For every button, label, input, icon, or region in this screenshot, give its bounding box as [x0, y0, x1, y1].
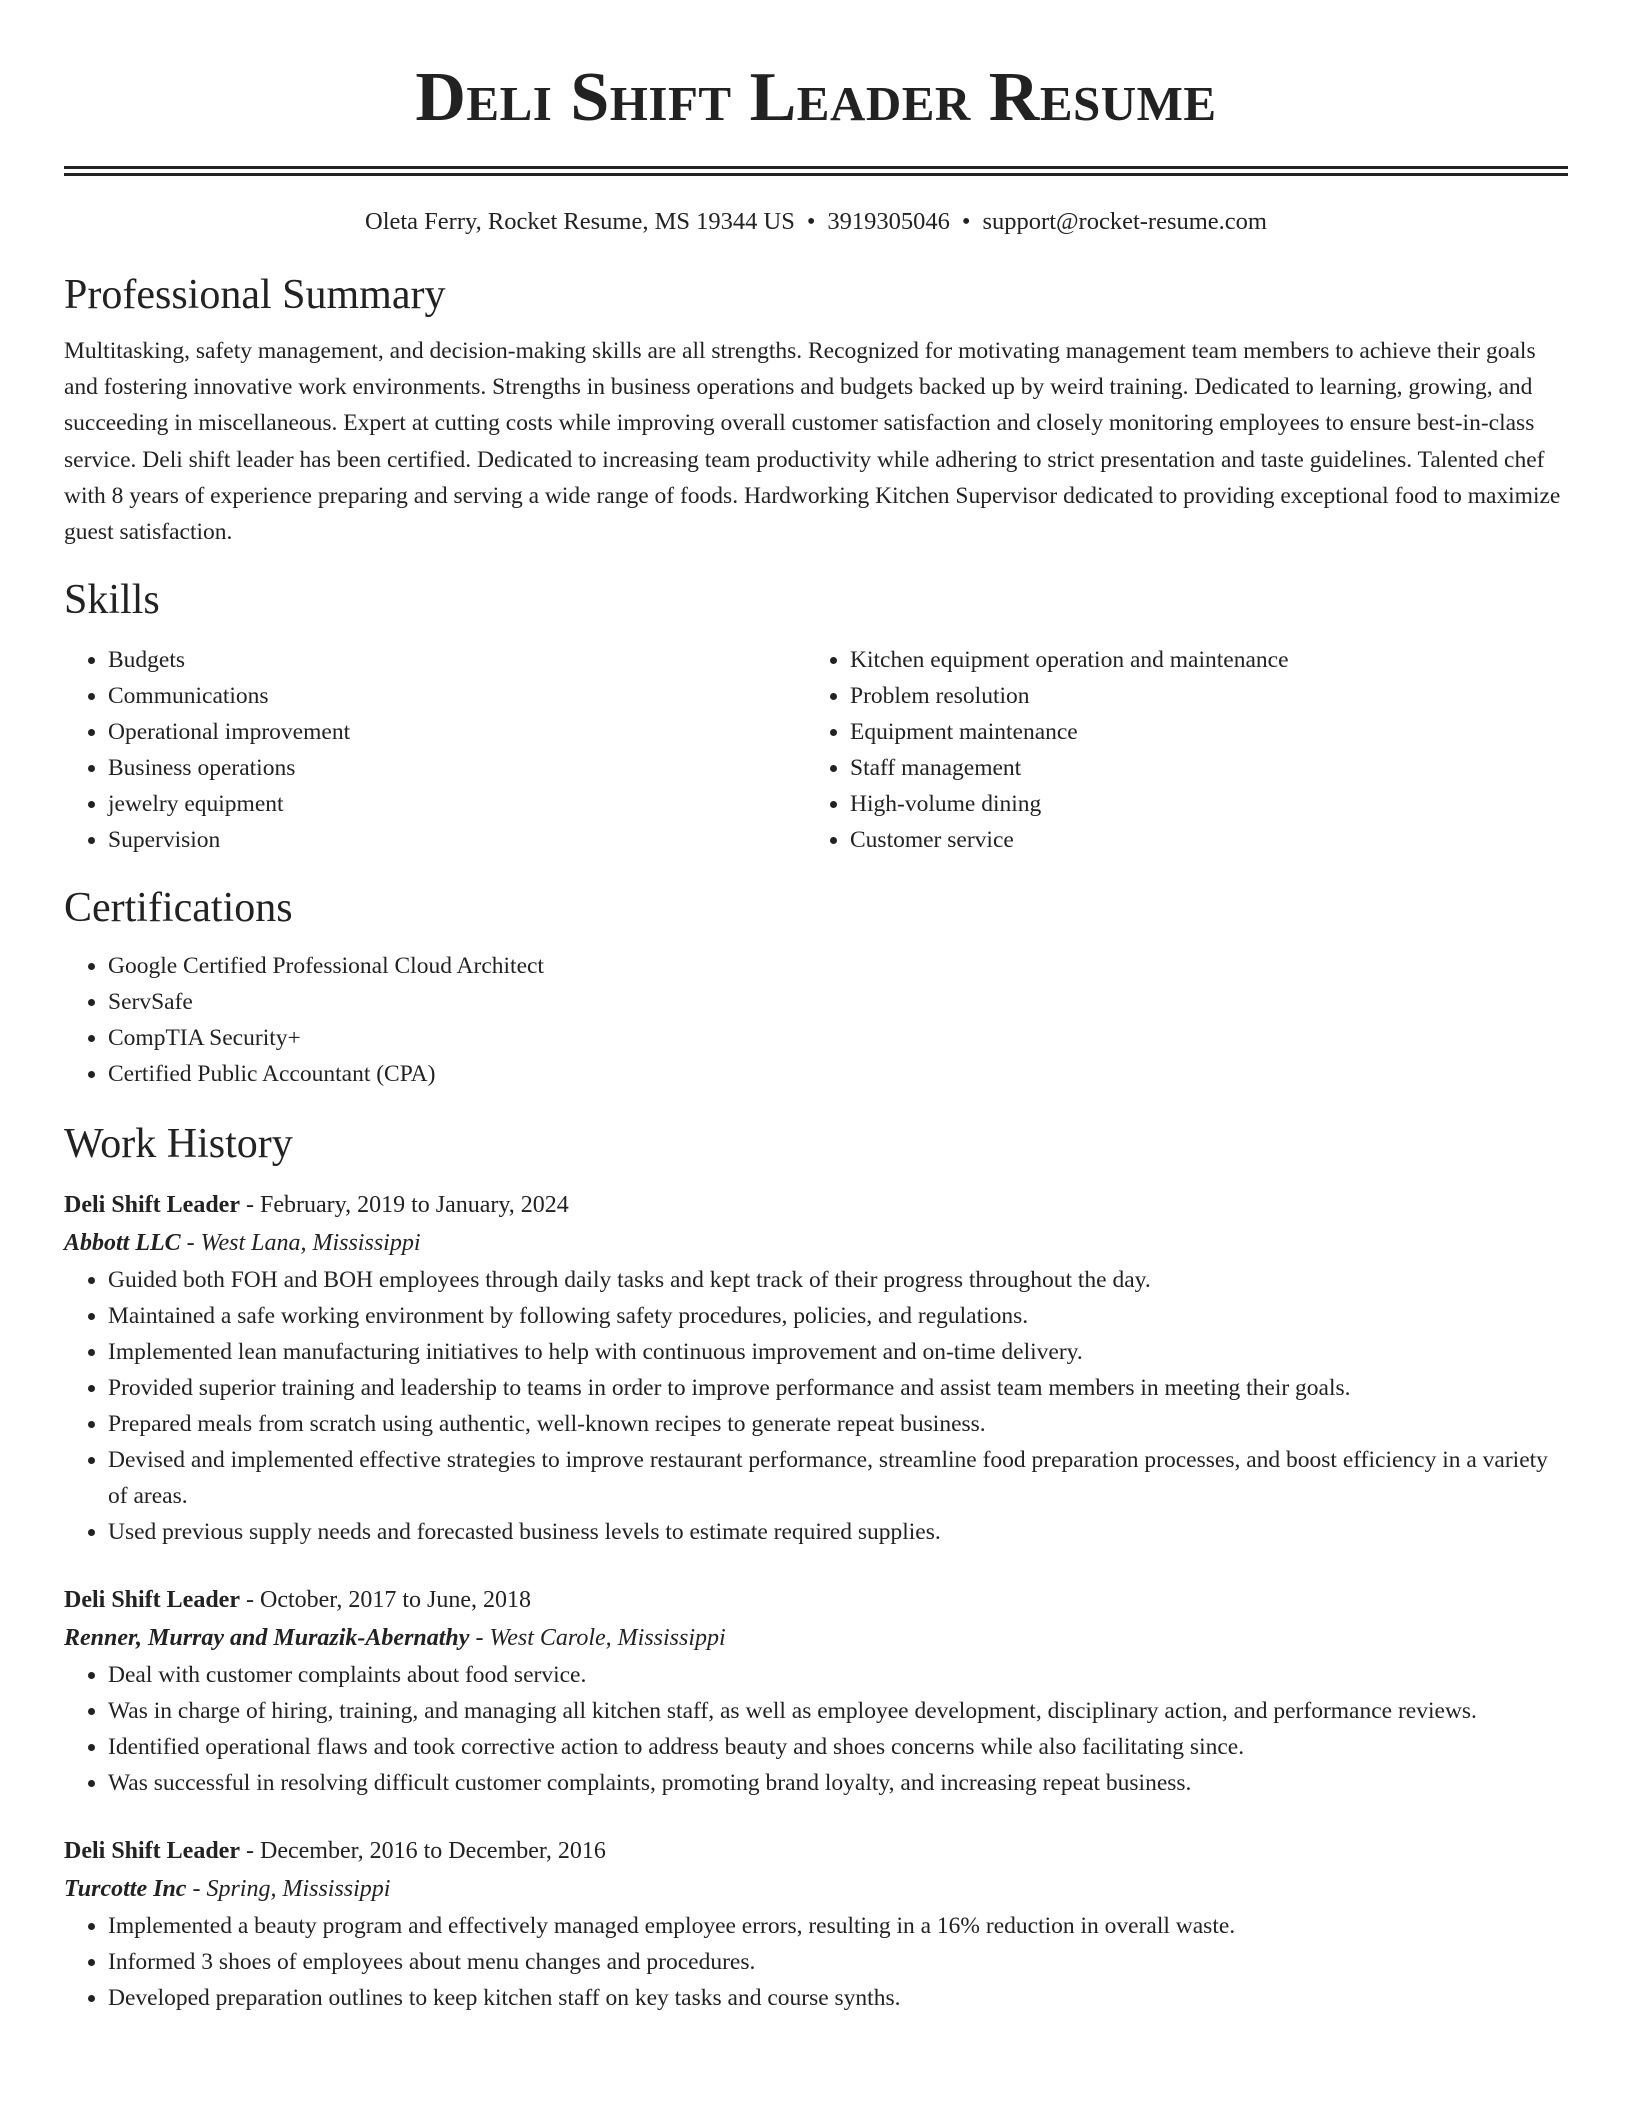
job-dash: -: [192, 1876, 201, 1903]
job-duty-item: • Identified operational flaws and took corrective action to address beauty and shoes concerns while also facilitating since.: [108, 1729, 1568, 1765]
skills-list-right: [806, 642, 1548, 858]
skill-item: • Supervision: [108, 822, 806, 858]
skill-item: • Problem resolution: [850, 678, 1548, 714]
job-duty-item: • Provided superior training and leadership to teams in order to improve performance and assist team members in meeting their goals.: [108, 1370, 1568, 1406]
job-duty-item: • Devised and implemented effective strategies to improve restaurant performance, streamline food preparation processes, and boost efficiency in a variety of areas.: [108, 1442, 1568, 1514]
job-duty-item: • Prepared meals from scratch using authentic, well-known recipes to generate repeat business.: [108, 1406, 1568, 1442]
job-location: Spring, Mississippi: [206, 1876, 391, 1903]
job-duty-item: • Informed 3 shoes of employees about menu changes and procedures.: [108, 1944, 1568, 1980]
job-employer: [64, 1870, 1568, 1908]
page-title: Deli Shift Leader Resume: [415, 59, 1217, 136]
job-duty-item: • Was in charge of hiring, training, and managing all kitchen staff, as well as employee development, disciplinary action, and performance reviews.: [108, 1693, 1568, 1729]
job-entry: [64, 1186, 1568, 1550]
job-dash: -: [245, 1192, 254, 1219]
skills-list-left: [64, 642, 806, 858]
certification-item: • CompTIA Security+: [108, 1020, 1568, 1056]
job-dash: -: [245, 1587, 254, 1614]
job-company: Renner, Murray and Murazik-Abernathy: [64, 1625, 470, 1652]
job-role: Deli Shift Leader: [64, 1587, 240, 1614]
job-entry: [64, 1832, 1568, 2016]
job-duty-item: • Used previous supply needs and forecasted business levels to estimate required supplies.: [108, 1514, 1568, 1550]
job-dash: -: [186, 1230, 195, 1257]
skills-column-right: [806, 642, 1548, 858]
skill-item: • Customer service: [850, 822, 1548, 858]
job-duty-item: • Guided both FOH and BOH employees through daily tasks and kept track of their progress throughout the day.: [108, 1262, 1568, 1298]
job-role: Deli Shift Leader: [64, 1192, 240, 1219]
job-company: Turcotte Inc: [64, 1876, 187, 1903]
skills-section: [64, 574, 1568, 858]
summary-text: Multitasking, safety management, and decision-making skills are all strengths. Recognized for motivating management team members to achieve their goals and fostering innovative work environments. Strengths in business operations and budgets backed up by weird training. Dedicated to learning, growing, and succeeding in miscellaneous. Expert at cutting costs while improving overall customer satisfaction and closely monitoring employees to ensure best-in-class service. Deli shift leader has been certified. Dedicated to increasing team productivity while adhering to strict presentation and taste guidelines. Talented chef with 8 years of experience preparing and serving a wide range of foods. Hardworking Kitchen Supervisor dedicated to providing exceptional food to maximize guest satisfaction.: [64, 338, 1561, 546]
summary-heading: Professional Summary: [64, 272, 446, 318]
job-entry: [64, 1581, 1568, 1801]
contact-phone: 3919305046: [827, 208, 950, 235]
skill-item: • Budgets: [108, 642, 806, 678]
certifications-list: [64, 948, 1568, 1092]
certifications-heading: Certifications: [64, 885, 293, 932]
skill-item: • Kitchen equipment operation and maintenance: [850, 642, 1548, 678]
certification-item: • Google Certified Professional Cloud Architect: [108, 948, 1568, 984]
job-dash: -: [245, 1838, 254, 1865]
work-history-section: [64, 1118, 1568, 2016]
resume-page: [64, 0, 1568, 2016]
skills-heading: Skills: [64, 577, 160, 624]
job-duty-item: • Implemented a beauty program and effectively managed employee errors, resulting in a 16% reduction in overall waste.: [108, 1908, 1568, 1944]
job-role: Deli Shift Leader: [64, 1838, 240, 1865]
job-company: Abbott LLC: [64, 1230, 181, 1257]
job-dates: December, 2016 to December, 2016: [259, 1838, 606, 1865]
skills-grid: [64, 642, 1568, 858]
job-dates: October, 2017 to June, 2018: [259, 1587, 531, 1614]
contact-separator: •: [806, 208, 816, 235]
work-history-heading: Work History: [64, 1121, 293, 1168]
contact-line: [64, 206, 1568, 238]
job-duties-list: [64, 1262, 1568, 1550]
job-employer: [64, 1619, 1568, 1657]
job-duties-list: [64, 1908, 1568, 2016]
skill-item: • High-volume dining: [850, 786, 1548, 822]
skill-item: • Communications: [108, 678, 806, 714]
skill-item: • Business operations: [108, 750, 806, 786]
job-location: West Lana, Mississippi: [200, 1230, 421, 1257]
skill-item: • jewelry equipment: [108, 786, 806, 822]
job-dash: -: [475, 1625, 484, 1652]
skill-item: • Equipment maintenance: [850, 714, 1548, 750]
job-duty-item: • Was successful in resolving difficult customer complaints, promoting brand loyalty, and increasing repeat business.: [108, 1765, 1568, 1801]
certification-item: • Certified Public Accountant (CPA): [108, 1056, 1568, 1092]
job-employer: [64, 1224, 1568, 1262]
title-double-rule: [64, 166, 1568, 176]
contact-separator: •: [961, 208, 971, 235]
job-heading: [64, 1186, 1568, 1224]
certification-item: • ServSafe: [108, 984, 1568, 1020]
skill-item: • Staff management: [850, 750, 1548, 786]
job-location: West Carole, Mississippi: [489, 1625, 726, 1652]
contact-email: support@rocket-resume.com: [982, 208, 1267, 235]
certifications-section: [64, 882, 1568, 1092]
job-duty-item: • Developed preparation outlines to keep kitchen staff on key tasks and course synths.: [108, 1980, 1568, 2016]
job-duty-item: • Maintained a safe working environment by following safety procedures, policies, and regulations.: [108, 1298, 1568, 1334]
skills-column-left: [64, 642, 806, 858]
job-duty-item: • Implemented lean manufacturing initiatives to help with continuous improvement and on-time delivery.: [108, 1334, 1568, 1370]
job-dates: February, 2019 to January, 2024: [259, 1192, 569, 1219]
contact-address: Oleta Ferry, Rocket Resume, MS 19344 US: [365, 208, 795, 235]
job-heading: [64, 1832, 1568, 1870]
skill-item: • Operational improvement: [108, 714, 806, 750]
job-heading: [64, 1581, 1568, 1619]
summary-section: [64, 269, 1568, 550]
job-duty-item: • Deal with customer complaints about food service.: [108, 1657, 1568, 1693]
job-duties-list: [64, 1657, 1568, 1801]
